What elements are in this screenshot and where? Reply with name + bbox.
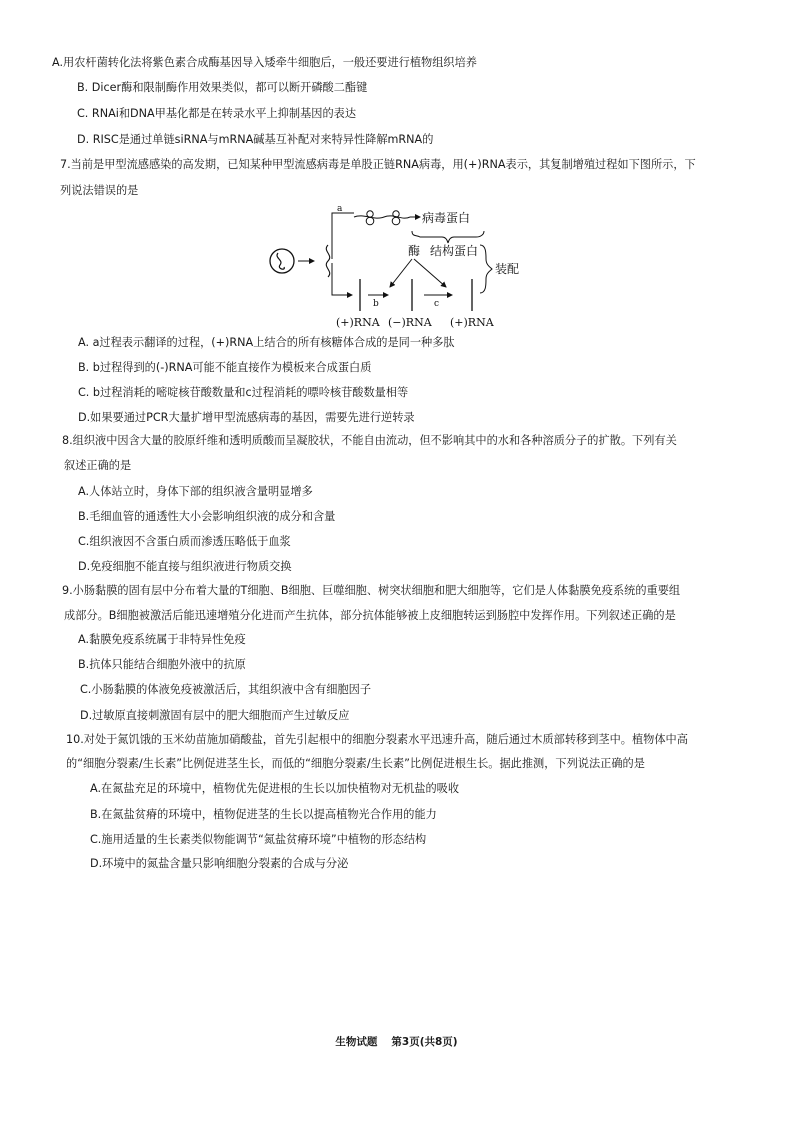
q10-stem-line2: 的“细胞分裂素/生长素”比例促进茎生长，而低的“细胞分裂素/生长素”比例促进根生长。据此推测，下列说法正确的是 <box>66 757 645 770</box>
ribosome-icon <box>354 211 410 225</box>
q8-stem-line1: 8.组织液中因含大量的胶原纤维和透明质酸而呈凝胶状，不能自由流动，但不影响其中的水和各种溶质分子的扩散。下列有关 <box>62 434 677 447</box>
q9-option-d: D.过敏原直接刺激固有层中的肥大细胞而产生过敏反应 <box>80 709 350 722</box>
q9-option-b: B.抗体只能结合细胞外液中的抗原 <box>78 658 246 671</box>
q9-option-c: C.小肠黏膜的体液免疫被激活后，其组织液中含有细胞因子 <box>80 683 372 696</box>
assembly-label: 装配 <box>495 262 520 276</box>
virus-icon <box>270 249 294 273</box>
q9-stem-line1: 9.小肠黏膜的固有层中分布着大量的T细胞、B细胞、巨噬细胞、树突状细胞和肥大细胞等，它们是人体黏膜免疫系统的重要组 <box>62 584 681 597</box>
footer-subject: 生物试题 <box>335 1036 378 1048</box>
enzyme-arrow-c <box>414 259 446 287</box>
q7-option-a: A. a过程表示翻译的过程，(+)RNA上结合的所有核糖体合成的是同一种多肽 <box>78 336 455 349</box>
branch-line-a <box>332 213 354 259</box>
q6-option-a: A.用农杆菌转化法将紫色素合成酶基因导入矮牵牛细胞后，一般还要进行植物组织培养 <box>52 56 477 69</box>
q8-option-a: A.人体站立时，身体下部的组织液含量明显增多 <box>78 485 313 498</box>
page-footer <box>0 1034 793 1049</box>
assembly-brace <box>480 245 492 293</box>
enzyme-arrow-b <box>390 259 412 287</box>
q10-stem-line1: 10.对处于氮饥饿的玉米幼苗施加硝酸盐，首先引起根中的细胞分裂素水平迅速升高，随后通过木质部转移到茎中。植物体中高 <box>66 733 688 746</box>
q6-option-b: B. Dicer酶和限制酶作用效果类似，都可以断开磷酸二酯键 <box>77 81 368 94</box>
q7-stem-line2: 列说法错误的是 <box>60 184 139 197</box>
q9-option-a: A.黏膜免疫系统属于非特异性免疫 <box>78 633 246 646</box>
structural-protein-label: 结构蛋白 <box>430 244 479 258</box>
q10-option-b: B.在氮盐贫瘠的环境中，植物促进茎的生长以提高植物光合作用的能力 <box>90 808 437 821</box>
q7-option-d: D.如果要通过PCR大量扩增甲型流感病毒的基因，需要先进行逆转录 <box>78 411 415 424</box>
label-a: a <box>337 204 343 214</box>
q8-stem-line2: 叙述正确的是 <box>64 459 132 472</box>
footer-page-number: 第3页(共8页) <box>391 1036 458 1048</box>
q8-option-d: D.免疫细胞不能直接与组织液进行物质交换 <box>78 560 292 573</box>
protein-split-brace <box>412 231 484 243</box>
minus-rna-label: (−)RNA <box>388 316 432 329</box>
q10-option-c: C.施用适量的生长素类似物能调节“氮盐贫瘠环境”中植物的形态结构 <box>90 833 427 846</box>
plus-rna-2-label: (+)RNA <box>450 316 494 329</box>
virus-replication-diagram <box>262 203 522 333</box>
label-c: c <box>434 299 440 309</box>
virus-protein-label: 病毒蛋白 <box>422 211 471 225</box>
rna-strand-icon <box>326 245 329 277</box>
branch-line-b <box>332 263 352 295</box>
enzyme-label: 酶 <box>408 244 421 258</box>
q10-option-a: A.在氮盐充足的环境中，植物优先促进根的生长以加快植物对无机盐的吸收 <box>90 782 460 795</box>
q8-option-c: C.组织液因不含蛋白质而渗透压略低于血浆 <box>78 535 291 548</box>
q9-stem-line2: 成部分。B细胞被激活后能迅速增殖分化进而产生抗体，部分抗体能够被上皮细胞转运到肠腔中发挥作用。下列叙述正确的是 <box>64 609 676 622</box>
q8-option-b: B.毛细血管的通透性大小会影响组织液的成分和含量 <box>78 510 336 523</box>
q7-stem-line1: 7.当前是甲型流感感染的高发期，已知某种甲型流感病毒是单股正链RNA病毒，用(+)RNA表示，其复制增殖过程如下图所示，下 <box>60 158 696 171</box>
q6-option-c: C. RNAi和DNA甲基化都是在转录水平上抑制基因的表达 <box>77 107 357 120</box>
q7-option-b: B. b过程得到的(-)RNA可能不能直接作为模板来合成蛋白质 <box>78 361 372 374</box>
q10-option-d: D.环境中的氮盐含量只影响细胞分裂素的合成与分泌 <box>90 857 349 870</box>
q6-option-d: D. RISC是通过单链siRNA与mRNA碱基互补配对来特异性降解mRNA的 <box>77 133 434 146</box>
plus-rna-1-label: (+)RNA <box>336 316 380 329</box>
q7-option-c: C. b过程消耗的嘧啶核苷酸数量和c过程消耗的嘌呤核苷酸数量相等 <box>78 386 409 399</box>
label-b: b <box>373 299 379 309</box>
